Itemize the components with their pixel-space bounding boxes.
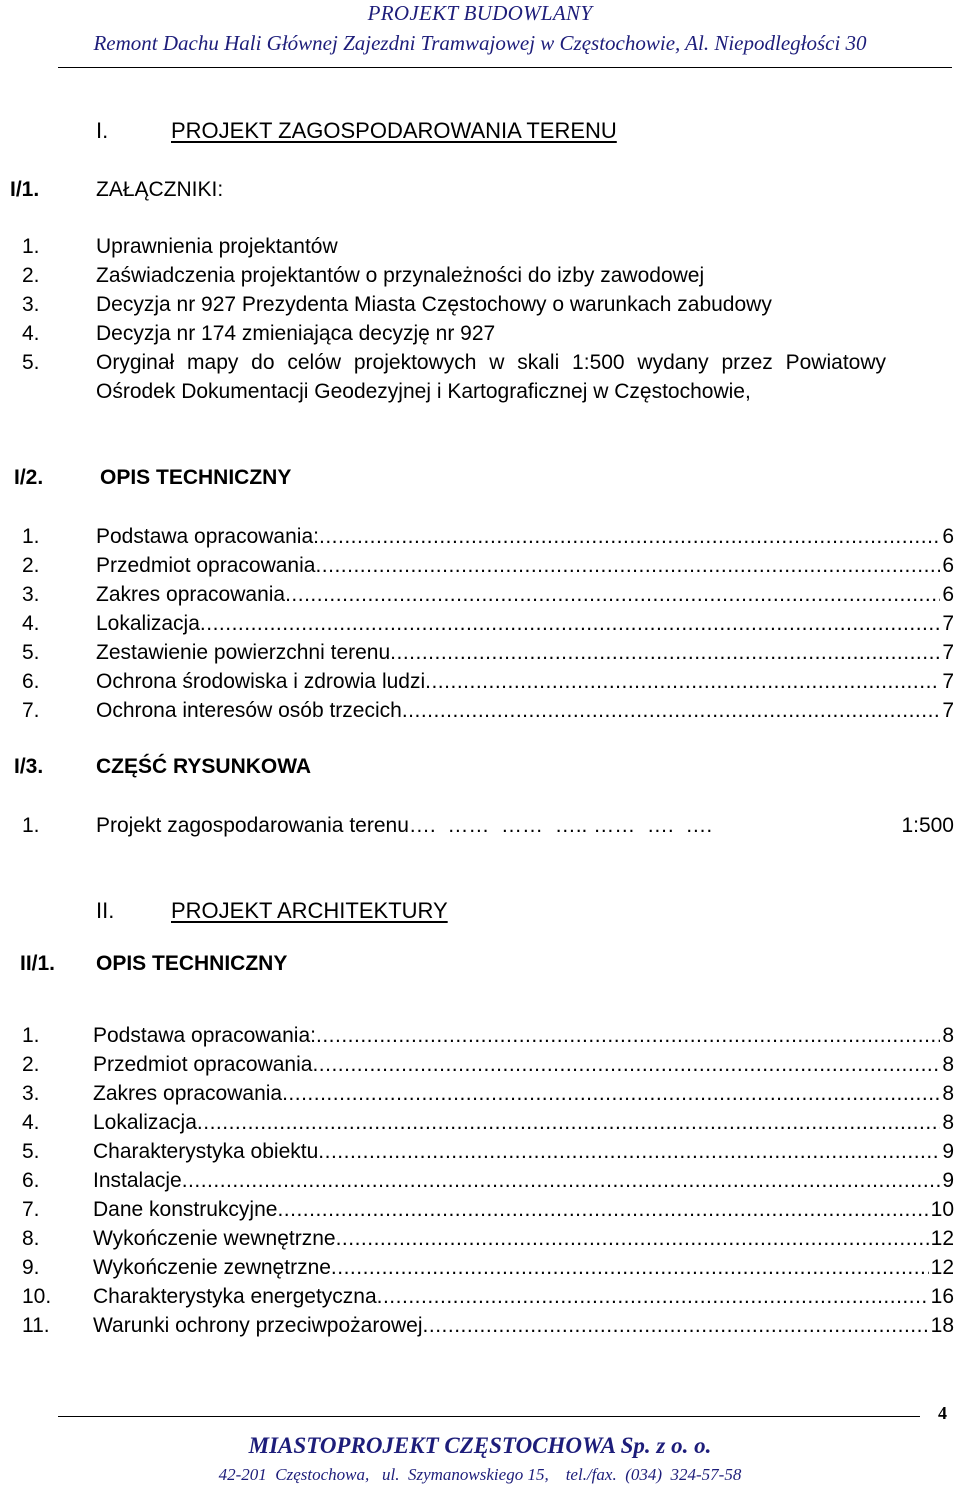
- toc-label: Przedmiot opracowania: [96, 554, 316, 577]
- toc-number: 5.: [22, 1140, 40, 1163]
- toc-row[interactable]: [22, 522, 954, 551]
- toc-page: 8: [942, 1053, 954, 1076]
- list-item-paragraph: Oryginał mapy do celów projektowych w skali 1:500 wydany przez Powiatowy Ośrodek Dokumentacji Geodezyjnej i Kartograficznej w Częstochowie,: [96, 351, 886, 403]
- toc-label: Wykończenie zewnętrzne: [93, 1256, 331, 1279]
- toc-label: Wykończenie wewnętrzne: [93, 1227, 336, 1250]
- toc-row[interactable]: [22, 667, 954, 696]
- document-header-subtitle: Remont Dachu Hali Głównej Zajezdni Tramwajowej w Częstochowie, Al. Niepodległości 30: [93, 31, 867, 55]
- toc-row[interactable]: [22, 696, 954, 725]
- toc-page: 9: [942, 1140, 954, 1163]
- toc-number: 3.: [22, 583, 40, 606]
- toc-label: Lokalizacja: [96, 612, 200, 635]
- list-item-number: 3.: [22, 293, 40, 316]
- toc-row[interactable]: [22, 1195, 954, 1224]
- toc-label: Podstawa opracowania:: [93, 1024, 316, 1047]
- toc-number: 10.: [22, 1285, 52, 1308]
- toc-row[interactable]: [22, 1166, 954, 1195]
- header-divider: [58, 67, 952, 68]
- toc-number: 9.: [22, 1256, 40, 1279]
- toc-row[interactable]: [22, 1311, 954, 1340]
- footer-address: 42-201 Częstochowa, ul. Szymanowskiego 15, tel./fax. (034) 324-57-58: [218, 1465, 742, 1484]
- toc-number: 2.: [22, 1053, 40, 1076]
- section-code-ii1: II/1.: [20, 952, 56, 975]
- toc-row[interactable]: [22, 1137, 954, 1166]
- toc-leader: [336, 1224, 929, 1253]
- toc-number: 11.: [22, 1314, 50, 1337]
- toc-row[interactable]: [22, 609, 954, 638]
- toc-leader: [318, 1137, 940, 1166]
- page-number: 4: [938, 1403, 947, 1423]
- toc-page: 7: [942, 670, 954, 693]
- toc-row[interactable]: [22, 1050, 954, 1079]
- toc-page: 6: [942, 583, 954, 606]
- toc-number: 7.: [22, 1198, 40, 1221]
- toc-page: 16: [930, 1285, 954, 1308]
- toc-number: 4.: [22, 612, 40, 635]
- list-item-number: 1.: [22, 235, 40, 258]
- toc-row[interactable]: [22, 1282, 954, 1311]
- list-item-text: Decyzja nr 927 Prezydenta Miasta Częstochowy o warunkach zabudowy: [96, 293, 772, 316]
- toc-leader: [315, 551, 940, 580]
- toc-leader: [316, 1021, 940, 1050]
- toc-leader: [331, 1253, 929, 1282]
- toc-label: Instalacje: [93, 1169, 182, 1192]
- toc-page: 8: [942, 1024, 954, 1047]
- toc-number: 1.: [22, 814, 40, 837]
- toc-leader: [377, 1282, 929, 1311]
- list-item-text: Decyzja nr 174 zmieniająca decyzję nr 927: [96, 322, 496, 345]
- toc-page: 12: [930, 1227, 954, 1250]
- section-code-i2: I/2.: [14, 466, 44, 489]
- toc-label: Zakres opracowania: [93, 1082, 283, 1105]
- toc-label: Warunki ochrony przeciwpożarowej: [93, 1314, 423, 1337]
- toc-label: Podstawa opracowania:: [96, 525, 319, 548]
- section-code-i3: I/3.: [14, 755, 44, 778]
- toc-number: 8.: [22, 1227, 40, 1250]
- toc-leader: [285, 580, 940, 609]
- toc-leader: [423, 1311, 929, 1340]
- toc-leader: [402, 696, 941, 725]
- toc-label: Ochrona interesów osób trzecich: [96, 699, 402, 722]
- toc-label: Zestawienie powierzchni terenu: [96, 641, 391, 664]
- toc-number: 3.: [22, 1082, 40, 1105]
- toc-row[interactable]: [22, 1224, 954, 1253]
- toc-page: 7: [942, 612, 954, 635]
- toc-leader: [282, 1079, 940, 1108]
- section-code-i1: I/1.: [10, 178, 40, 201]
- toc-number: 5.: [22, 641, 40, 664]
- toc-page: 8: [942, 1111, 954, 1134]
- toc-number: 6.: [22, 670, 40, 693]
- toc-number: 4.: [22, 1111, 40, 1134]
- part-2-number: II.: [96, 898, 115, 923]
- toc-page: 6: [942, 525, 954, 548]
- toc-row[interactable]: [22, 1253, 954, 1282]
- footer-divider: [58, 1416, 920, 1417]
- toc-number: 1.: [22, 1024, 40, 1047]
- toc-label: Przedmiot opracowania: [93, 1053, 313, 1076]
- list-item-number: 2.: [22, 264, 40, 287]
- part-1-number: I.: [96, 118, 109, 143]
- toc-number: 6.: [22, 1169, 40, 1192]
- toc-label: Dane konstrukcyjne: [93, 1198, 278, 1221]
- part-2-title: PROJEKT ARCHITEKTURY: [171, 898, 448, 923]
- toc-row[interactable]: [22, 811, 954, 840]
- toc-page: 7: [942, 641, 954, 664]
- toc-row[interactable]: [22, 1108, 954, 1137]
- toc-page: 10: [930, 1198, 954, 1221]
- toc-scale: 1:500: [901, 814, 954, 837]
- toc-label: Ochrona środowiska i zdrowia ludzi: [96, 670, 426, 693]
- toc-number: 1.: [22, 525, 40, 548]
- toc-leader: [312, 1050, 940, 1079]
- toc-row[interactable]: [22, 638, 954, 667]
- toc-leader: [197, 1108, 940, 1137]
- toc-page: 8: [942, 1082, 954, 1105]
- toc-leader: [319, 522, 940, 551]
- toc-leader: [425, 667, 940, 696]
- toc-leader: [277, 1195, 928, 1224]
- toc-page: 6: [942, 554, 954, 577]
- toc-label: Lokalizacja: [93, 1111, 197, 1134]
- toc-label: Zakres opracowania: [96, 583, 286, 606]
- part-1-title: PROJEKT ZAGOSPODAROWANIA TERENU: [171, 118, 617, 143]
- section-title-attachments: ZAŁĄCZNIKI:: [96, 178, 224, 201]
- list-item-number: 4.: [22, 322, 40, 345]
- toc-leader: …. …… …… ….. …… …. ….: [408, 814, 719, 837]
- toc-label: Charakterystyka energetyczna: [93, 1285, 377, 1308]
- toc-row[interactable]: [22, 580, 954, 609]
- toc-label: Projekt zagospodarowania terenu: [96, 814, 409, 837]
- toc-page: 9: [942, 1169, 954, 1192]
- toc-number: 2.: [22, 554, 40, 577]
- toc-leader: [200, 609, 940, 638]
- toc-page: 18: [930, 1314, 954, 1337]
- toc-page: 7: [942, 699, 954, 722]
- list-item-text: Uprawnienia projektantów: [96, 235, 338, 258]
- toc-label: Charakterystyka obiektu: [93, 1140, 319, 1163]
- section-title-technical-2: OPIS TECHNICZNY: [96, 952, 288, 975]
- section-title-drawings: CZĘŚĆ RYSUNKOWA: [96, 755, 312, 778]
- toc-row[interactable]: [22, 551, 954, 580]
- toc-leader: [182, 1166, 941, 1195]
- list-item-number: 5.: [22, 351, 40, 374]
- toc-leader: [390, 638, 940, 667]
- toc-row[interactable]: [22, 1079, 954, 1108]
- section-title-technical: OPIS TECHNICZNY: [100, 466, 292, 489]
- toc-number: 7.: [22, 699, 40, 722]
- toc-page: 12: [930, 1256, 954, 1279]
- document-header-title: PROJEKT BUDOWLANY: [367, 1, 593, 25]
- list-item-text: Zaświadczenia projektantów o przynależności do izby zawodowej: [96, 264, 705, 287]
- toc-row[interactable]: [22, 1021, 954, 1050]
- footer-company: MIASTOPROJEKT CZĘSTOCHOWA Sp. z o. o.: [248, 1433, 712, 1458]
